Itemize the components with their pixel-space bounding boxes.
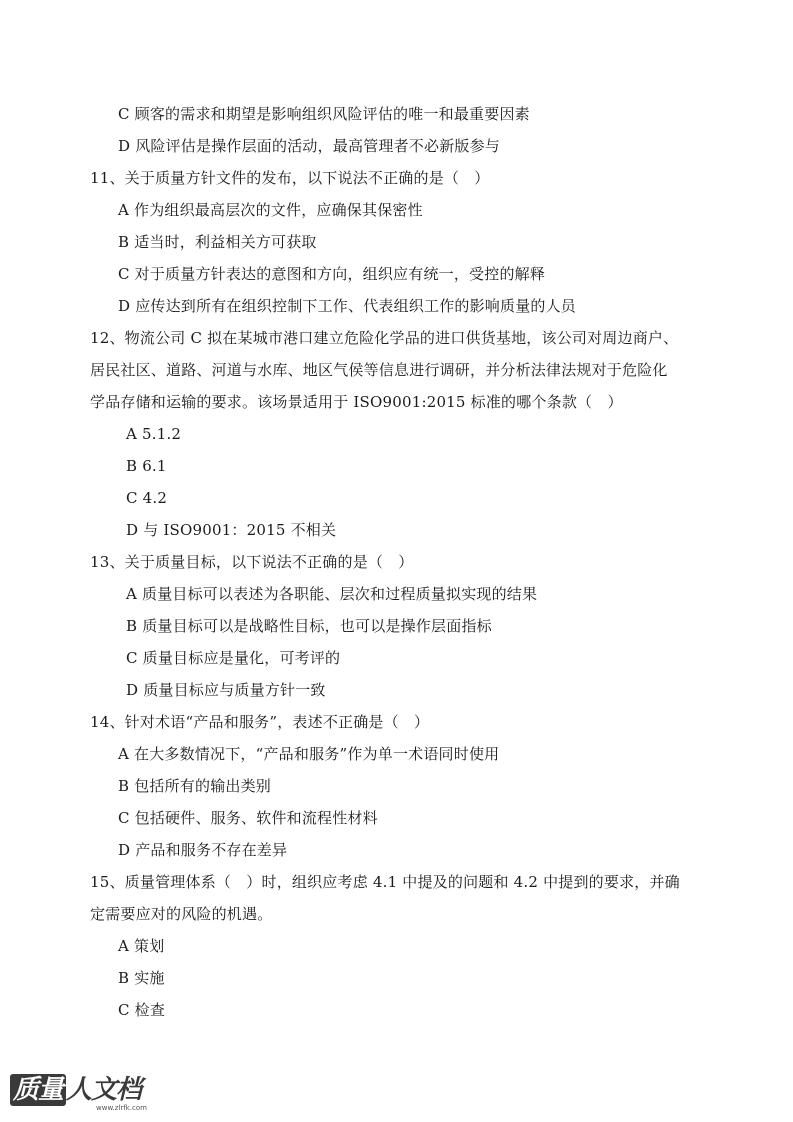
- q11-option-d: D 应传达到所有在组织控制下工作、代表组织工作的影响质量的人员: [118, 297, 576, 315]
- watermark-plain-text: 人文档: [66, 1075, 142, 1105]
- q14-option-a: A 在大多数情况下，“产品和服务”作为单一术语同时使用: [118, 745, 500, 763]
- q13-option-b: B 质量目标可以是战略性目标，也可以是操作层面指标: [126, 617, 492, 635]
- q15-option-c: C 检查: [118, 1001, 166, 1019]
- question-15-line-2: 定需要应对的风险的机遇。: [90, 905, 273, 923]
- watermark-boxed-text: 质量: [10, 1074, 66, 1106]
- watermark-site: www.zlrfk.com: [96, 1104, 147, 1112]
- question-12-line-1: 12、物流公司 C 拟在某城市港口建立危险化学品的进口供货基地，该公司对周边商户、: [90, 329, 679, 347]
- q11-option-c: C 对于质量方针表达的意图和方向，组织应有统一，受控的解释: [118, 265, 546, 283]
- option-d: D 风险评估是操作层面的活动，最高管理者不必新版参与: [118, 137, 500, 155]
- q12-option-a: A 5.1.2: [126, 425, 182, 443]
- q15-option-b: B 实施: [118, 969, 165, 987]
- q11-option-a: A 作为组织最高层次的文件，应确保其保密性: [118, 201, 423, 219]
- question-12-line-2: 居民社区、道路、河道与水库、地区气侯等信息进行调研，并分析法律法规对于危险化: [90, 361, 668, 379]
- q15-option-a: A 策划: [118, 937, 165, 955]
- option-c: C 顾客的需求和期望是影响组织风险评估的唯一和最重要因素: [118, 105, 530, 123]
- question-13: 13、关于质量目标，以下说法不正确的是（ ）: [90, 553, 414, 571]
- q12-option-b: B 6.1: [126, 457, 167, 475]
- question-11: 11、关于质量方针文件的发布，以下说法不正确的是（ ）: [90, 169, 490, 187]
- watermark-title: [10, 1074, 141, 1106]
- q13-option-a: A 质量目标可以表述为各职能、层次和过程质量拟实现的结果: [126, 585, 538, 603]
- question-14: 14、针对术语“产品和服务”，表述不正确是（ ）: [90, 713, 430, 731]
- question-12-line-3: 学品存储和运输的要求。该场景适用于 ISO9001:2015 标准的哪个条款（ ）: [90, 393, 623, 411]
- q11-option-b: B 适当时，利益相关方可获取: [118, 233, 317, 251]
- q12-option-c: C 4.2: [126, 489, 168, 507]
- q13-option-c: C 质量目标应是量化，可考评的: [126, 649, 341, 667]
- q14-option-d: D 产品和服务不存在差异: [118, 841, 288, 859]
- q13-option-d: D 质量目标应与质量方针一致: [126, 681, 326, 699]
- q14-option-c: C 包括硬件、服务、软件和流程性材料: [118, 809, 378, 827]
- q12-option-d: D 与 ISO9001：2015 不相关: [126, 521, 337, 539]
- q14-option-b: B 包括所有的输出类别: [118, 777, 271, 795]
- question-15-line-1: 15、质量管理体系（ ）时，组织应考虑 4.1 中提及的问题和 4.2 中提到的要求，并确: [90, 873, 680, 891]
- watermark-logo: [10, 1074, 150, 1114]
